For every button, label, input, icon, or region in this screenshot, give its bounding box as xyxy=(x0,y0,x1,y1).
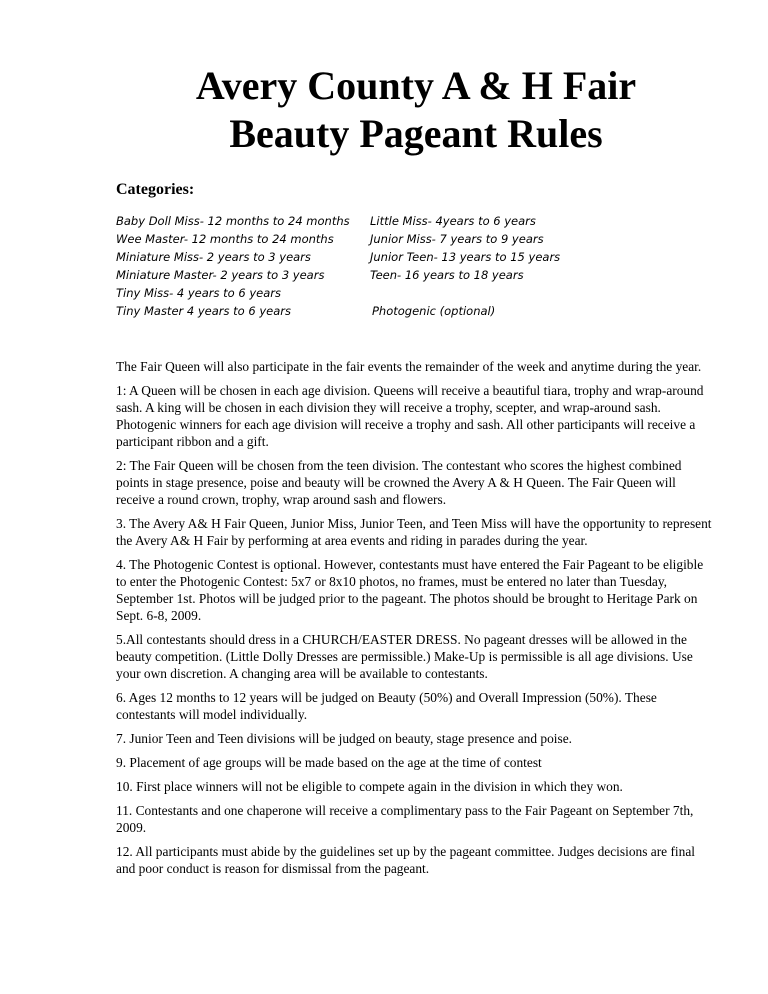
categories-heading: Categories: xyxy=(116,181,195,198)
category-item: Tiny Miss- 4 years to 6 years xyxy=(116,286,281,300)
rule-paragraph: 4. The Photogenic Contest is optional. However, contestants must have entered the Fair Pageant to be eligible to enter the Photogenic Contest: 5x7 or 8x10 photos, no frames, must be entered no later than Tuesday, September 1st. Photos will be judged prior to the pageant. The photos should be brought to Heritage Park on Sept. 6-8, 2009. xyxy=(116,557,704,623)
title-line-2: Beauty Pageant Rules xyxy=(229,111,603,156)
category-item: Little Miss- 4years to 6 years xyxy=(370,214,536,228)
category-item: Miniature Master- 2 years to 3 years xyxy=(116,268,325,282)
rule-paragraph: 7. Junior Teen and Teen divisions will be judged on beauty, stage presence and poise. xyxy=(116,731,573,746)
rule-paragraph: 9. Placement of age groups will be made based on the age at the time of contest xyxy=(116,755,542,770)
category-item: Baby Doll Miss- 12 months to 24 months xyxy=(116,214,350,228)
rule-paragraph: 11. Contestants and one chaperone will receive a complimentary pass to the Fair Pageant on September 7th, 2009. xyxy=(116,803,694,835)
category-item: Wee Master- 12 months to 24 months xyxy=(116,232,334,246)
document-title xyxy=(116,62,716,158)
rule-paragraph: The Fair Queen will also participate in the fair events the remainder of the week and anytime during the year. xyxy=(116,359,702,374)
category-item: Miniature Miss- 2 years to 3 years xyxy=(116,250,311,264)
category-item: Junior Teen- 13 years to 15 years xyxy=(370,250,561,264)
rule-paragraph: 2: The Fair Queen will be chosen from the teen division. The contestant who scores the highest combined points in stage presence, poise and beauty will be crowned the Avery A & H Queen. The Fair Queen will receive a round crown, trophy, wrap around sash and flowers. xyxy=(116,458,682,507)
rules-section xyxy=(116,358,716,877)
category-item: Teen- 16 years to 18 years xyxy=(370,268,524,282)
category-item: Tiny Master 4 years to 6 years xyxy=(116,304,291,318)
title-line-1: Avery County A & H Fair xyxy=(195,63,637,108)
rule-paragraph: 6. Ages 12 months to 12 years will be judged on Beauty (50%) and Overall Impression (50%). These contestants will model individually. xyxy=(116,690,657,722)
rule-paragraph: 3. The Avery A& H Fair Queen, Junior Miss, Junior Teen, and Teen Miss will have the opportunity to represent the Avery A& H Fair by performing at area events and riding in parades during the year. xyxy=(116,516,712,548)
categories-list xyxy=(116,212,716,320)
categories-right-column xyxy=(366,212,560,320)
categories-left-column xyxy=(116,212,366,320)
category-item: Junior Miss- 7 years to 9 years xyxy=(370,232,544,246)
category-optional: Photogenic (optional) xyxy=(372,304,496,318)
rule-paragraph: 12. All participants must abide by the guidelines set up by the pageant committee. Judges decisions are final and poor conduct is reason for dismissal from the pageant. xyxy=(116,844,696,876)
rule-paragraph: 10. First place winners will not be eligible to compete again in the division in which they won. xyxy=(116,779,623,794)
rule-paragraph: 5.All contestants should dress in a CHURCH/EASTER DRESS. No pageant dresses will be allowed in the beauty competition. (Little Dolly Dresses are permissible.) Make-Up is permissible is all age divisions. Use your own discretion. A changing area will be available to contestants. xyxy=(116,632,693,681)
rule-paragraph: 1: A Queen will be chosen in each age division. Queens will receive a beautiful tiara, trophy and wrap-around sash. A king will be chosen in each division they will receive a trophy, scepter, and wrap-around sash. Photogenic winners for each age division will receive a trophy and sash. All other participants will receive a participant ribbon and a gift. xyxy=(116,383,704,449)
